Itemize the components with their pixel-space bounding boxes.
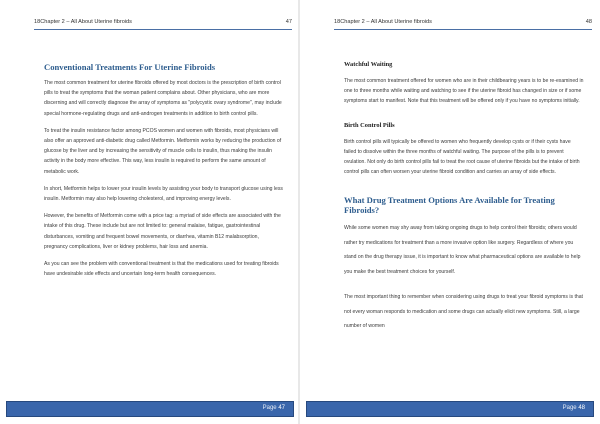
book-spine [298,0,300,424]
header-chapter-title: 18Chapter 2 – All About Uterine fibroids [334,19,432,25]
page-body [44,44,284,286]
paragraph: The most important thing to remember when considering using drugs to treat your fibroid symptoms is that not every woman responds to medication and some drugs can actually elicit new symptoms. Still, a large number of women [344,294,583,330]
left-page [4,0,296,424]
paragraph: As you can see the problem with conventional treatment is that the medications used for treating fibroids have undesirable side effects and uncertain long-term health consequences. [44,261,279,278]
page-header [34,14,292,30]
paragraph: While some women may shy away from taking ongoing drugs to help control their fibroids; others would rather try medications for treatment than a more invasive option like surgery. Regardless of where you stand on the drug therapy issue, it is important to know what pharmaceutical options are available to help you make the best treatment choices for yourself. [344,225,581,275]
paragraph: However, the benefits of Metformin come with a price tag: a myriad of side effects are associated with the intake of this drug. These include but are not limited to: general malaise, fatigue, gastrointestinal disturbances, vomiting and frequent bowel movements, or diarrhea, vitamin B12 malabsorption, pregnancy complications, liver or kidney problems, hair loss and anemia. [44,213,281,250]
paragraph: In short, Metformin helps to lower your insulin levels by assisting your body to transport glucose using less insulin. Metformin may also help lowering cholesterol, and improving energy levels. [44,185,283,203]
header-chapter-title: 18Chapter 2 – All About Uterine fibroids [34,19,132,25]
subheading-watchful-waiting: Watchful Waiting [344,61,393,68]
page-body [344,44,584,341]
paragraph: To treat the insulin resistance factor among PCOS women and women with fibroids, most physicians will also offer an approved anti-diabetic drug called Metformin. Metformin works by reducing the production of glucose by the liver and by increasing the sensitivity of muscle cells to insulin, thus making the insulin activity in the body more effective. This way, less insulin is required to perform the same amount of metabolic work. [44,127,282,175]
header-page-number: 48 [585,19,592,25]
footer-page-number: 47 [278,405,285,411]
page-footer-bar [6,401,294,417]
section-heading: What Drug Treatment Options Are Available for Treating Fibroids? [344,195,555,216]
paragraph: Birth control pills will typically be offered to women who frequently develop cysts or if their cysts have failed to dissolve within the three months of watchful waiting. The purpose of the pills is to prevent ovulation. Not only do birth control pills fail to treat the root cause of uterine fibroids but the intake of birth control pills can often worsen your uterine fibroid condition and carries an array of side effects. [344,138,580,176]
footer-page-label: Page [562,405,577,411]
footer-page-indicator [561,405,587,411]
page-header [334,14,592,30]
footer-page-number: 48 [578,405,585,411]
page-footer-bar [306,401,594,417]
subheading-birth-control-pills: Birth Control Pills [344,121,395,129]
footer-page-label: Page [262,405,277,411]
right-page [304,0,596,424]
header-page-number: 47 [285,19,292,25]
section-heading: Conventional Treatments For Uterine Fibroids [44,62,216,72]
footer-page-indicator [261,405,287,411]
paragraph: The most common treatment offered for women who are in their childbearing years is to be re-examined in one to three months while waiting and watching to see if the uterine fibroid has changed in size or if some symptoms start to manifest. Note that this treatment will be offered only if you have no symptoms initially. [344,78,584,105]
paragraph: The most common treatment for uterine fibroids offered by most doctors is the prescription of birth control pills to treat the symptoms that the woman patient complains about. Other physicians, who are more discerning and will correctly diagnose the array of symptoms as "polycystic ovary syndrome", may include special hormone-regulating drugs and anti-androgen treatments in addition to birth control pills. [44,80,282,117]
